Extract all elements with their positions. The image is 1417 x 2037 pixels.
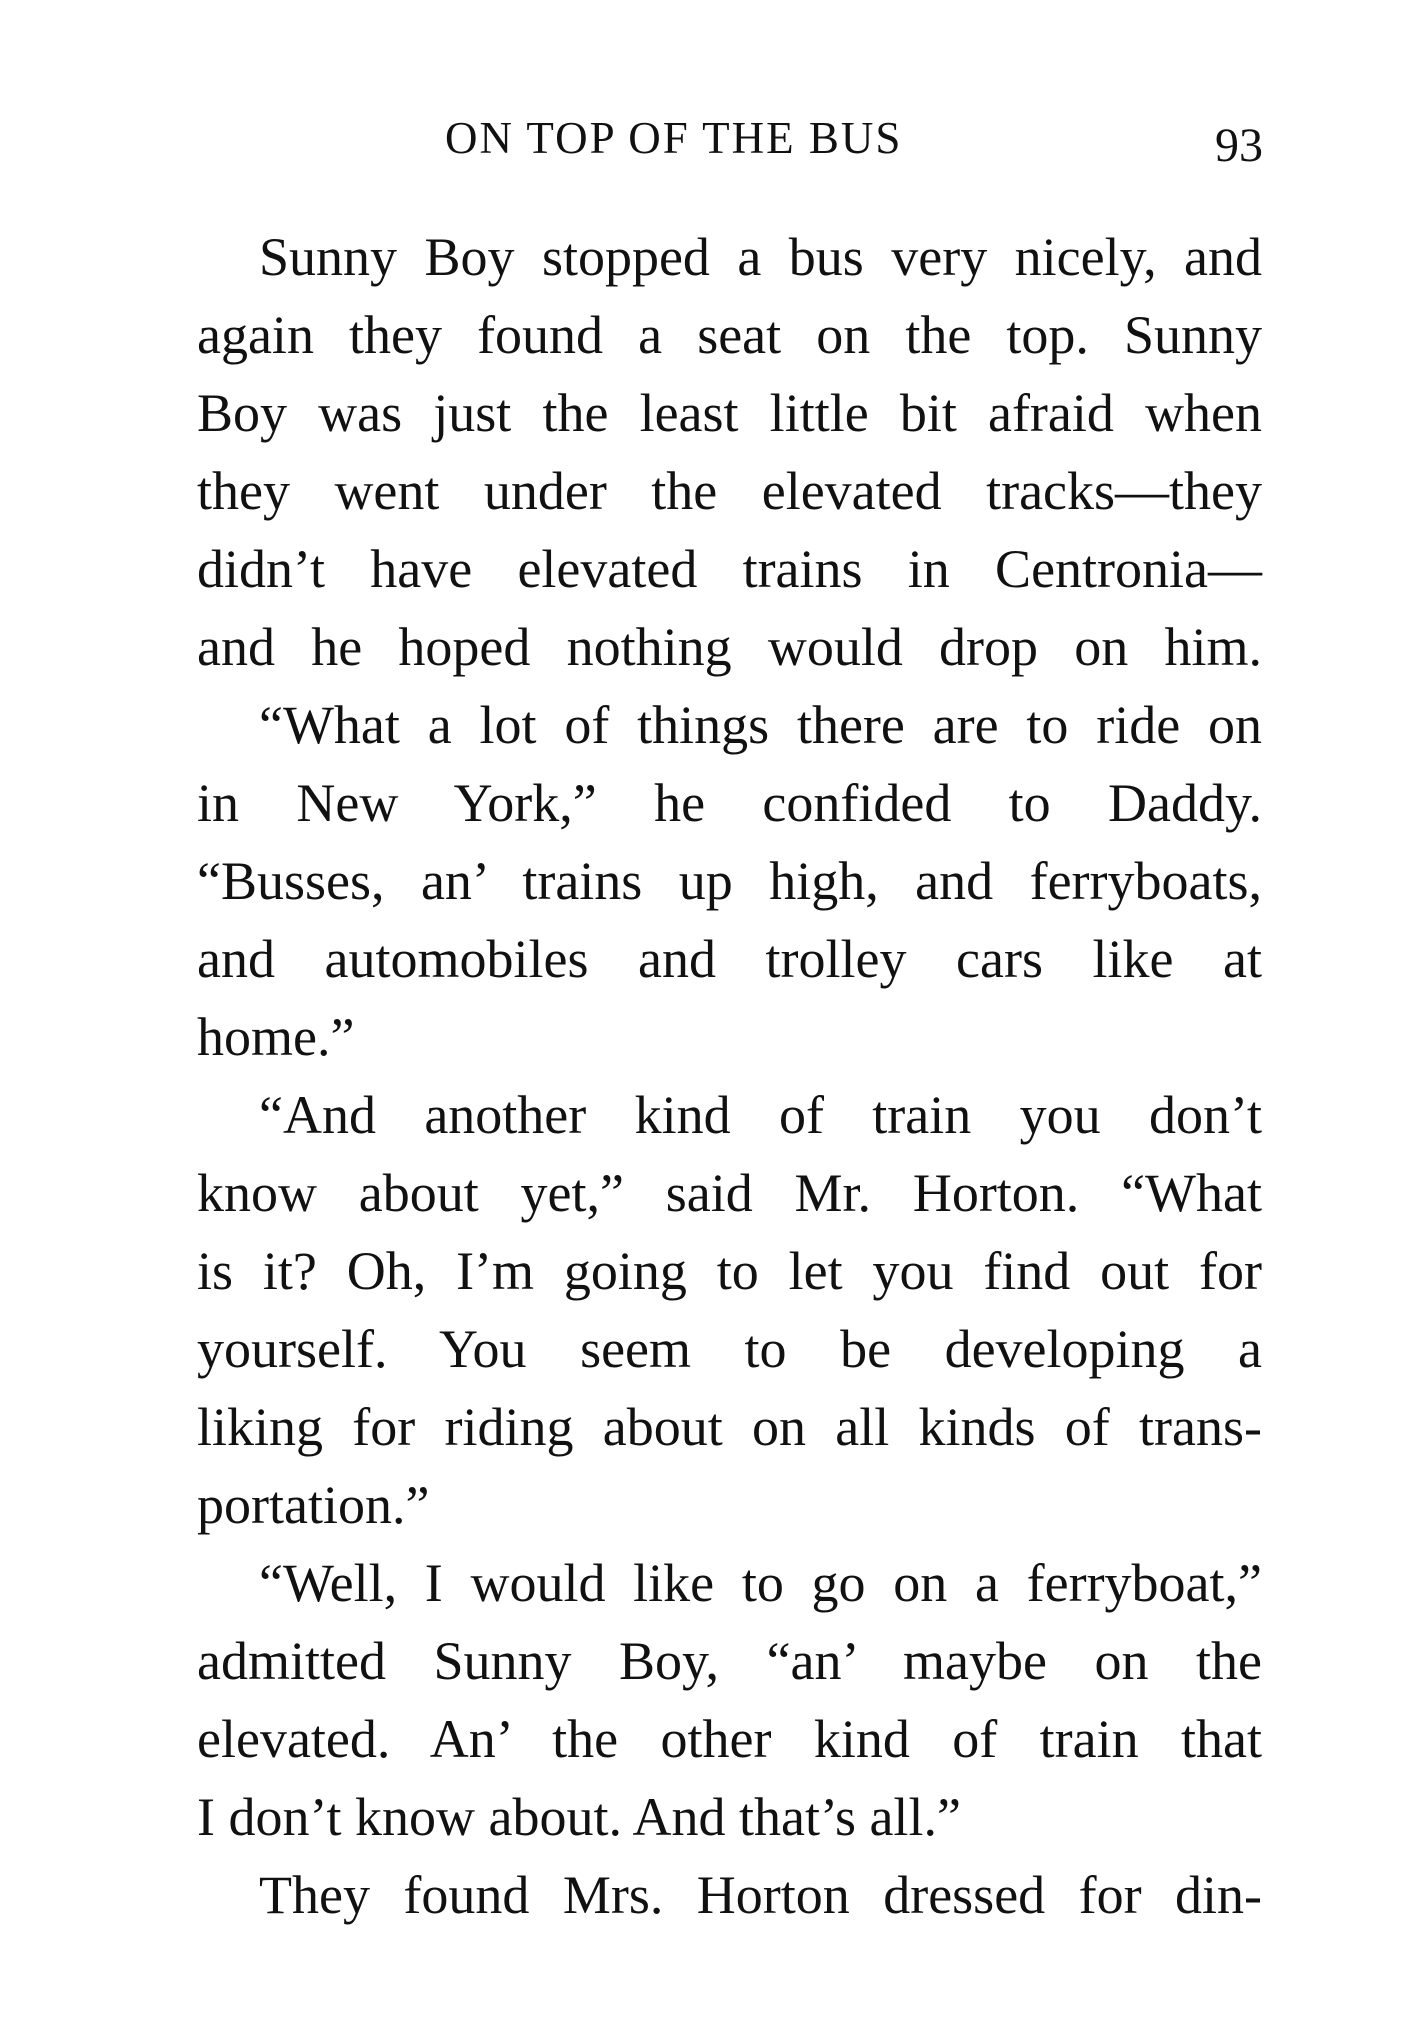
text-line: elevated. An’ the other kind of train that <box>197 1709 1262 1769</box>
text-line: they went under the elevated tracks—they <box>197 461 1262 521</box>
text-line: “Well, I would like to go on a ferryboat,” <box>259 1553 1262 1613</box>
text-line: didn’t have elevated trains in Centronia— <box>197 539 1262 599</box>
body-text <box>197 218 1262 1934</box>
text-line: “What a lot of things there are to ride on <box>259 695 1262 755</box>
text-line: Sunny Boy stopped a bus very nicely, and <box>259 227 1262 287</box>
page-number: 93 <box>1215 119 1263 172</box>
text-line: They found Mrs. Horton dressed for din- <box>259 1865 1262 1925</box>
text-line: in New York,” he confided to Daddy. <box>197 773 1262 833</box>
text-line: “And another kind of train you don’t <box>259 1085 1262 1145</box>
running-title: ON TOP OF THE BUS <box>445 113 903 163</box>
text-line: is it? Oh, I’m going to let you find out for <box>197 1241 1262 1301</box>
text-line: admitted Sunny Boy, “an’ maybe on the <box>197 1631 1262 1691</box>
text-line: portation.” <box>197 1475 430 1535</box>
text-line: yourself. You seem to be developing a <box>197 1319 1262 1379</box>
text-line: and automobiles and trolley cars like at <box>197 929 1262 989</box>
text-line: I don’t know about. And that’s all.” <box>197 1787 961 1847</box>
text-line: home.” <box>197 1007 355 1067</box>
text-line: liking for riding about on all kinds of trans- <box>197 1397 1262 1457</box>
text-line: and he hoped nothing would drop on him. <box>197 617 1262 677</box>
text-line: Boy was just the least little bit afraid when <box>197 383 1262 443</box>
text-line: again they found a seat on the top. Sunny <box>197 305 1262 365</box>
text-line: know about yet,” said Mr. Horton. “What <box>197 1163 1262 1223</box>
text-line: “Busses, an’ trains up high, and ferryboats, <box>197 851 1262 911</box>
